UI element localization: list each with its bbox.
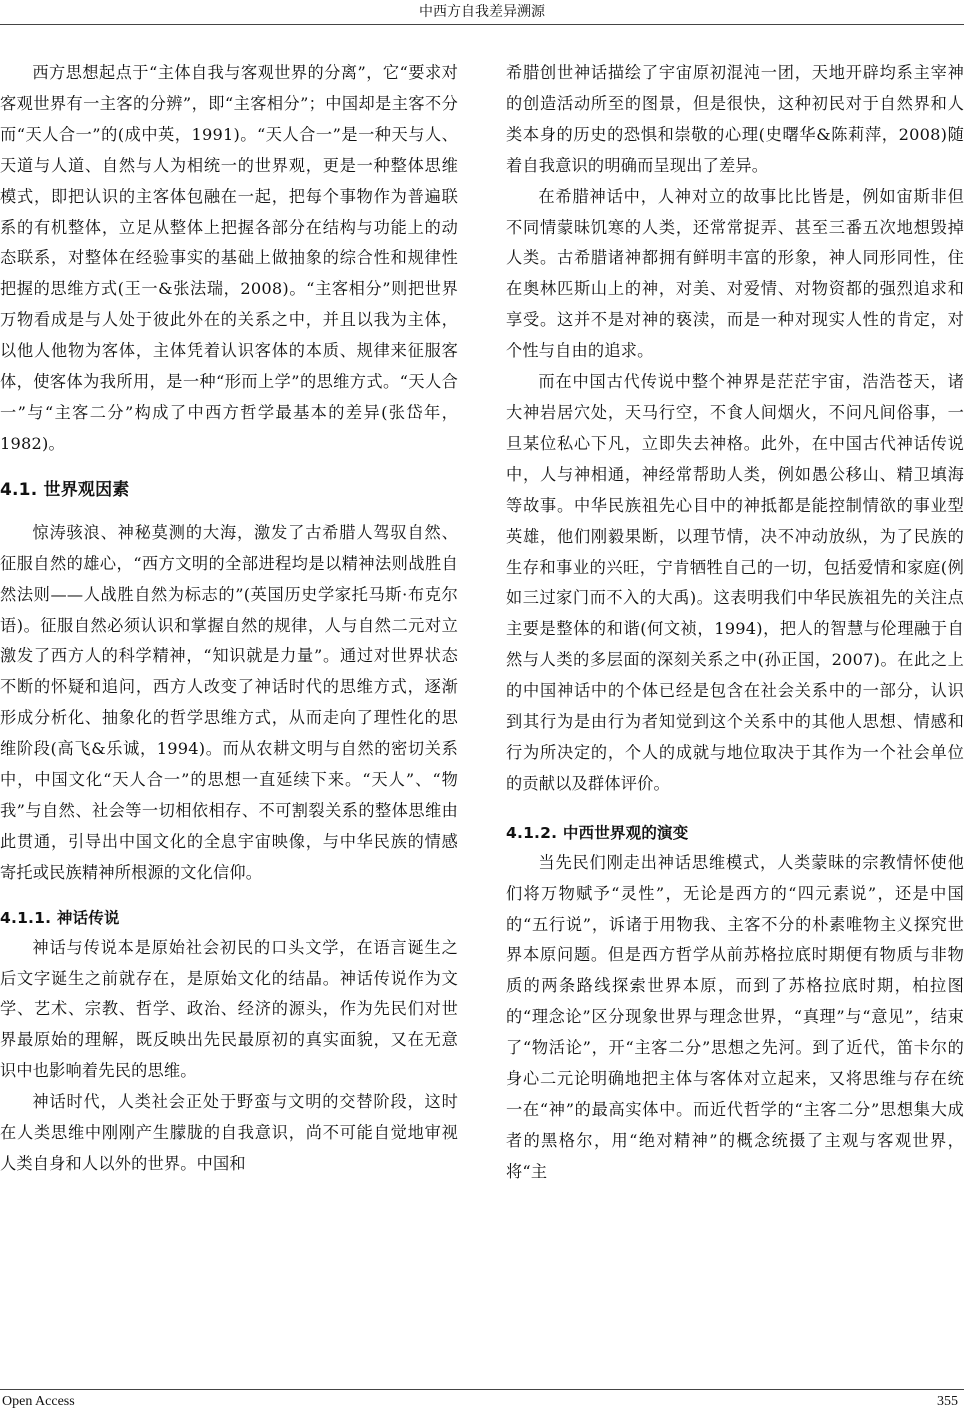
page-number: 355 [937, 1394, 958, 1409]
right-column [506, 58, 964, 1188]
section-heading: 4.1. 世界观因素 [0, 479, 130, 500]
subsection-heading: 4.1.2. 中西世界观的演变 [506, 823, 689, 842]
paragraph: 当先民们刚走出神话思维模式，人类蒙昧的宗教情怀使他们将万物赋予“灵性”，无论是西方的“四元素说”，还是中国的“五行说”，诉诸于用物我、主客不分的朴素唯物主义探究世界本原问题。但是西方哲学从前苏格拉底时期便有物质与非物质的两条路线探索世界本原，而到了苏格拉底时期，柏拉图的“理念论”区分现象世界与理念世界，“真理”与“意见”，结束了“物活论”，开“主客二分”思想之先河。到了近代，笛卡尔的身心二元论明确地把主体与客体对立起来，又将思维与存在统一在“神”的最高实体中。而近代哲学的“主客二分”思想集大成者的黑格尔，用“绝对精神”的概念统摄了主观与客观世界，将“主 [506, 852, 964, 1181]
footer-open-access: Open Access [2, 1394, 75, 1409]
paragraph: 在希腊神话中，人神对立的故事比比皆是，例如宙斯非但不同情蒙昧饥寒的人类，还常常捉弄、甚至三番五次地想毁掉人类。古希腊诸神都拥有鲜明丰富的形象，神人同形同性，住在奥林匹斯山上的神，对美、对爱情、对物资都的强烈追求和享受。这并不是对神的亵渎，而是一种对现实人性的肯定，对个性与自由的追求。 [506, 186, 964, 361]
paragraph-continued: 希腊创世神话描绘了宇宙原初混沌一团，天地开辟均系主宰神的创造活动所至的图景，但是很快，这种初民对于自然界和人类本身的历史的恐惧和崇敬的心理(史曙华&陈莉萍，2008)随着自我意识的明确而呈现出了差异。 [506, 63, 964, 175]
paragraph: 惊涛骇浪、神秘莫测的大海，激发了古希腊人驾驭自然、征服自然的雄心，“西方文明的全部进程均是以精神法则战胜自然法则——人战胜自然为标志的”(英国历史学家托马斯·布克尔语)。征服自然必须认识和掌握自然的规律，人与自然二元对立激发了西方人的科学精神，“知识就是力量”。通过对世界状态不断的怀疑和追问，西方人改变了神话时代的思维方式，逐渐形成分析化、抽象化的哲学思维方式，从而走向了理性化的思维阶段(高飞&乐诚，1994)。而从农耕文明与自然的密切关系中，中国文化“天人合一”的思想一直延续下来。“天人”、“物我”与自然、社会等一切相依相存、不可割裂关系的整体思维由此贯通，引导出中国文化的全息宇宙映像，与中华民族的情感寄托或民族精神所根源的文化信仰。 [0, 522, 458, 882]
paragraph: 神话时代，人类社会正处于野蛮与文明的交替阶段，这时在人类思维中刚刚产生朦胧的自我意识，尚不可能自觉地审视人类自身和人以外的世界。中国和 [0, 1092, 458, 1173]
subsection-heading: 4.1.1. 神话传说 [0, 908, 120, 927]
paragraph: 神话与传说本是原始社会初民的口头文学，在语言诞生之后文字诞生之前就存在，是原始文化的结晶。神话传说作为文学、艺术、宗教、哲学、政治、经济的源头，作为先民们对世界最原始的理解，既反映出先民最原初的真实面貌，又在无意识中也影响着先民的思维。 [0, 937, 458, 1081]
footer-rule [0, 1389, 964, 1390]
left-column [0, 58, 458, 1180]
paragraph: 西方思想起点于“主体自我与客观世界的分离”，它“要求对客观世界有一主客的分辨”，即“主客相分”；中国却是主客不分而“天人合一”的(成中英，1991)。“天人合一”是一种天与人、天道与人道、自然与人为相统一的世界观，更是一种整体思维模式，即把认识的主客体包融在一起，把每个事物作为普遍联系的有机整体，立足从整体上把握各部分在结构与功能上的动态联系，对整体在经验事实的基础上做抽象的综合性和规律性把握的思维方式(王一&张法瑞，2008)。“主客相分”则把世界万物看成是与人处于彼此外在的关系之中，并且以我为主体，以他人他物为客体，主体凭着认识客体的本质、规律来征服客体，使客体为我所用，是一种“形而上学”的思维方式。“天人合一”与“主客二分”构成了中西方哲学最基本的差异(张岱年，1982)。 [0, 63, 458, 453]
running-header: 中西方自我差异溯源 [419, 4, 545, 20]
header-rule [0, 24, 964, 25]
paragraph: 而在中国古代传说中整个神界是茫茫宇宙，浩浩苍天，诸大神岩居穴处，天马行空，不食人间烟火，不问凡间俗事，一旦某位私心下凡，立即失去神格。此外，在中国古代神话传说中，人与神相通，神经常帮助人类，例如愚公移山、精卫填海等故事。中华民族祖先心目中的神抵都是能控制情欲的事业型英雄，他们刚毅果断，以理节情，决不冲动放纵，为了民族的生存和事业的兴旺，宁肯牺牲自己的一切，包括爱情和家庭(例如三过家门而不入的大禹)。这表明我们中华民族祖先的关注点主要是整体的和谐(何文祯，1994)，把人的智慧与伦理融于自然与人类的多层面的深刻关系之中(孙正国，2007)。在此之上的中国神话中的个体已经是包含在社会关系中的一部分，认识到其行为是由行为者知觉到这个关系中的其他人思想、情感和行为所决定的，个人的成就与地位取决于其作为一个社会单位的贡献以及群体评价。 [506, 372, 964, 793]
